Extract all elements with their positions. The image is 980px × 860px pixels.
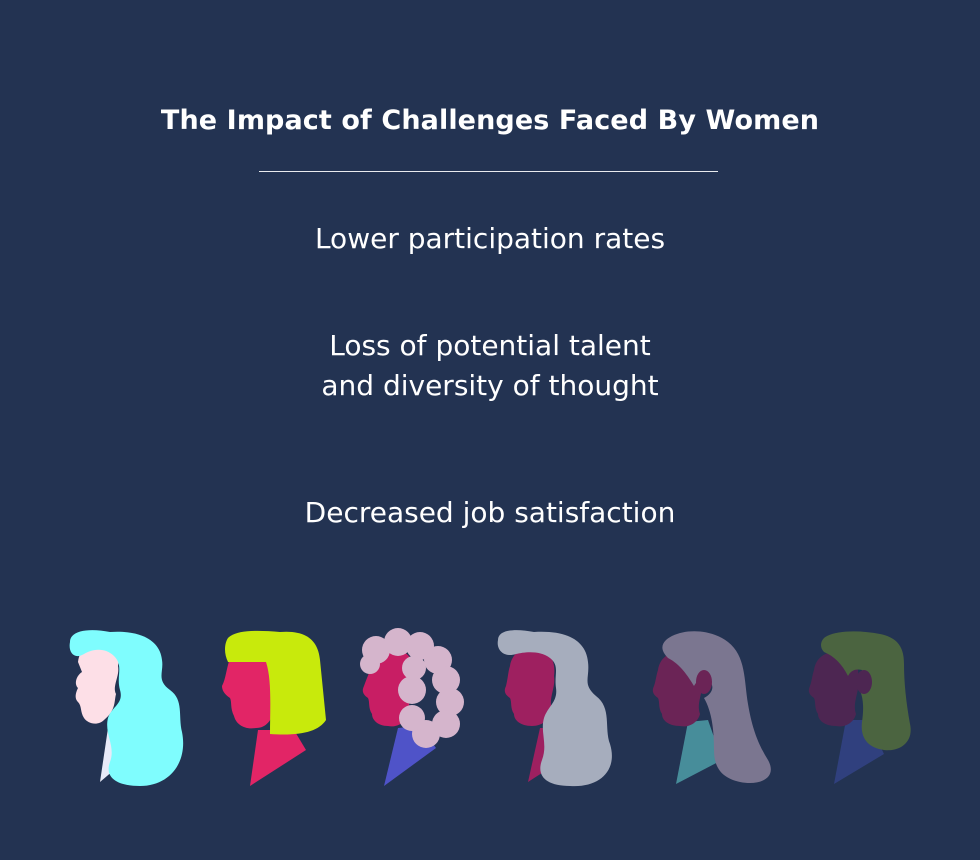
impact-item-talent — [0, 326, 980, 406]
woman-head-3-icon — [360, 628, 464, 786]
woman-head-2-icon — [222, 631, 326, 786]
woman-head-1-icon — [70, 630, 184, 786]
page-title: The Impact of Challenges Faced By Women — [160, 105, 820, 136]
impact-text-line: and diversity of thought — [321, 369, 659, 402]
impact-text: Lower participation rates — [314, 222, 666, 255]
woman-head-5-icon — [653, 631, 771, 784]
impact-item-satisfaction — [0, 493, 980, 533]
woman-head-6-icon — [809, 631, 911, 784]
title-divider — [259, 171, 718, 172]
women-silhouettes-illustration — [0, 620, 980, 800]
impact-text: Decreased job satisfaction — [304, 496, 676, 529]
impact-item-participation — [0, 219, 980, 259]
impact-text-line: Loss of potential talent — [329, 329, 651, 362]
woman-head-4-icon — [498, 630, 612, 786]
